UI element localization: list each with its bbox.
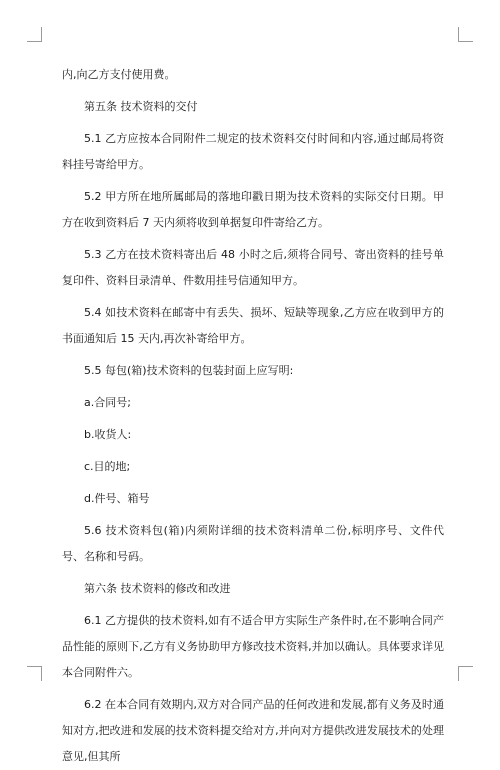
crop-mark-bottom-left xyxy=(27,666,42,681)
clause-5-3: 5.3 乙方在技术资料寄出后 48 小时之后,须将合同号、寄出资料的挂号单复印件、资料目录清单、件数用挂号信通知甲方。 xyxy=(62,248,444,287)
list-item-b: b.收货人: xyxy=(84,428,132,441)
paragraph-continuation: 内,向乙方支付使用费。 xyxy=(62,68,176,81)
article-heading-5: 第五条 技术资料的交付 xyxy=(84,100,198,113)
list-item-a: a.合同号; xyxy=(84,396,131,409)
clause-5-5: 5.5 每包(箱)技术资料的包装封面上应写明: xyxy=(84,364,294,377)
clause-5-1: 5.1 乙方应按本合同附件二规定的技术资料交付时间和内容,通过邮局将资料挂号寄给甲方。 xyxy=(62,132,444,171)
clause-6-2: 6.2 在本合同有效期内,双方对合同产品的任何改进和发展,都有义务及时通知对方,把改进和发展的技术资料提交给对方,并向对方提供改进发展技术的处理意见,但其所 xyxy=(62,698,444,763)
list-item-c: c.目的地; xyxy=(84,460,131,473)
document-body xyxy=(62,62,444,770)
clause-5-6: 5.6 技术资料包(箱)内须附详细的技术资料清单二份,标明序号、文件代号、名称和号码。 xyxy=(62,524,444,563)
crop-mark-bottom-right xyxy=(458,666,473,681)
list-item-d: d.件号、箱号 xyxy=(84,492,150,505)
clause-5-2: 5.2 甲方所在地所属邮局的落地印戳日期为技术资料的实际交付日期。甲方在收到资料后 7 天内须将收到单据复印件寄给乙方。 xyxy=(62,190,444,229)
clause-5-4: 5.4 如技术资料在邮寄中有丢失、损坏、短缺等现象,乙方应在收到甲方的书面通知后 15 天内,再次补寄给甲方。 xyxy=(62,306,444,345)
clause-6-1: 6.1 乙方提供的技术资料,如有不适合甲方实际生产条件时,在不影响合同产品性能的原则下,乙方有义务协助甲方修改技术资料,并加以确认。具体要求详见本合同附件六。 xyxy=(62,614,444,679)
crop-mark-top-left xyxy=(27,27,42,42)
crop-mark-top-right xyxy=(458,27,473,42)
article-heading-6: 第六条 技术资料的修改和改进 xyxy=(84,582,231,595)
